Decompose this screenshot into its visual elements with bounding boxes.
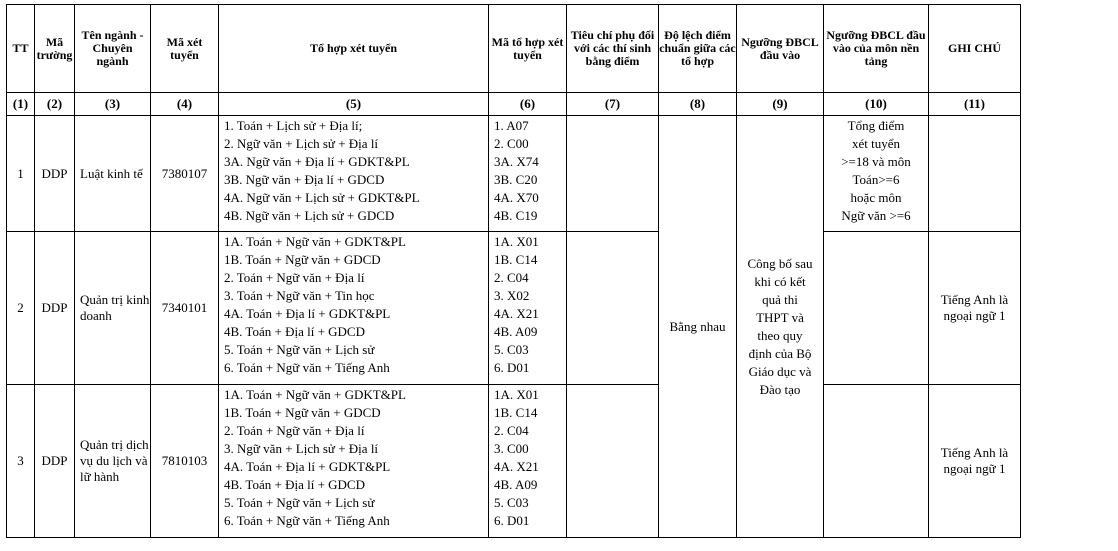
- row-ma-to-hop: [489, 232, 567, 385]
- ma-to-hop-item: 4A. X21: [494, 459, 539, 474]
- row-ma-truong: DDP: [35, 116, 75, 232]
- col-number: (3): [75, 93, 151, 116]
- header-ma-to-hop: Mã tổ hợp xét tuyển: [489, 5, 567, 93]
- to-hop-item: 3. Ngữ văn + Lịch sử + Địa lí: [224, 441, 379, 456]
- row-ma-xet: 7810103: [151, 385, 219, 538]
- ma-to-hop-item: 3B. C20: [494, 172, 538, 187]
- to-hop-item: 4B. Toán + Địa lí + GDCD: [224, 324, 365, 339]
- ma-to-hop-item: 4B. A09: [494, 324, 538, 339]
- row-tt: 2: [7, 232, 35, 385]
- to-hop-item: 2. Toán + Ngữ văn + Địa lí: [224, 270, 365, 285]
- header-ma-truong: Mã trường: [35, 5, 75, 93]
- header-tt: TT: [7, 5, 35, 93]
- ma-to-hop-item: 1B. C14: [494, 405, 538, 420]
- row-tieu-chi: [567, 232, 659, 385]
- to-hop-item: 3. Toán + Ngữ văn + Tin học: [224, 288, 375, 303]
- nguong-mon-cell: [824, 232, 929, 385]
- ma-to-hop-item: 3A. X74: [494, 154, 539, 169]
- col-number: (6): [489, 93, 567, 116]
- header-ten-nganh: Tên ngành - Chuyên ngành: [75, 5, 151, 93]
- header-ghi-chu: GHI CHÚ: [929, 5, 1021, 93]
- nguong-mon-line: Ngữ văn >=6: [841, 208, 911, 223]
- table-row: [7, 385, 1021, 538]
- to-hop-item: 1A. Toán + Ngữ văn + GDKT&PL: [224, 387, 406, 402]
- nguong-mon-line: Tổng điểm: [847, 118, 905, 133]
- ma-to-hop-item: 5. C03: [494, 342, 529, 357]
- to-hop-item: 4A. Toán + Địa lí + GDKT&PL: [224, 306, 391, 321]
- row-ghi-chu: [929, 116, 1021, 232]
- ma-to-hop-item: 4A. X21: [494, 306, 539, 321]
- ma-to-hop-item: 1A. X01: [494, 234, 539, 249]
- nguong-mon-cell: [824, 116, 929, 232]
- header-to-hop: Tổ hợp xét tuyển: [219, 5, 489, 93]
- ma-to-hop-item: 2. C00: [494, 136, 529, 151]
- to-hop-item: 6. Toán + Ngữ văn + Tiếng Anh: [224, 513, 390, 528]
- header-ma-xet-tuyen: Mã xét tuyển: [151, 5, 219, 93]
- col-number: (7): [567, 93, 659, 116]
- row-ma-truong: DDP: [35, 232, 75, 385]
- header-do-lech: Độ lệch điểm chuẩn giữa các tổ hợp: [659, 5, 737, 93]
- nguong-mon-line: xét tuyển: [851, 136, 900, 151]
- col-number: (9): [737, 93, 824, 116]
- ma-to-hop-item: 1A. X01: [494, 387, 539, 402]
- col-number: (10): [824, 93, 929, 116]
- do-lech-cell: Bằng nhau: [659, 116, 737, 538]
- to-hop-item: 3B. Ngữ văn + Địa lí + GDCD: [224, 172, 385, 187]
- col-number: (11): [929, 93, 1021, 116]
- nguong-mon-line: >=18 và môn: [841, 154, 911, 169]
- to-hop-item: 2. Toán + Ngữ văn + Địa lí: [224, 423, 365, 438]
- header-tieu-chi: Tiêu chí phụ đối với các thí sinh bằng điểm: [567, 5, 659, 93]
- header-nguong: Ngưỡng ĐBCL đầu vào: [737, 5, 824, 93]
- to-hop-item: 4B. Toán + Địa lí + GDCD: [224, 477, 365, 492]
- ma-to-hop-item: 1B. C14: [494, 252, 538, 267]
- col-number: (4): [151, 93, 219, 116]
- to-hop-item: 1B. Toán + Ngữ văn + GDCD: [224, 252, 381, 267]
- to-hop-item: 1B. Toán + Ngữ văn + GDCD: [224, 405, 381, 420]
- row-tt: 3: [7, 385, 35, 538]
- row-to-hop: [219, 116, 489, 232]
- ma-to-hop-item: 3. X02: [494, 288, 530, 303]
- table-row: [7, 116, 1021, 232]
- col-number: (5): [219, 93, 489, 116]
- to-hop-item: 6. Toán + Ngữ văn + Tiếng Anh: [224, 360, 390, 375]
- row-ten-nganh: Quản trị dịch vụ du lịch và lữ hành: [75, 385, 151, 538]
- to-hop-item: 3A. Ngữ văn + Địa lí + GDKT&PL: [224, 154, 410, 169]
- row-ma-to-hop: [489, 385, 567, 538]
- nguong-mon-line: Toán>=6: [852, 172, 900, 187]
- ma-to-hop-item: 5. C03: [494, 495, 529, 510]
- row-to-hop: [219, 232, 489, 385]
- table-row: [7, 232, 1021, 385]
- header-nguong-mon: Ngưỡng ĐBCL đầu vào của môn nền tảng: [824, 5, 929, 93]
- row-ma-to-hop: [489, 116, 567, 232]
- ma-to-hop-item: 3. C00: [494, 441, 529, 456]
- to-hop-item: 4A. Toán + Địa lí + GDKT&PL: [224, 459, 391, 474]
- row-tt: 1: [7, 116, 35, 232]
- col-number: (8): [659, 93, 737, 116]
- col-number: (1): [7, 93, 35, 116]
- to-hop-item: 4A. Ngữ văn + Lịch sử + GDKT&PL: [224, 190, 420, 205]
- header-row: [7, 5, 1021, 93]
- row-ghi-chu: Tiếng Anh là ngoại ngữ 1: [929, 232, 1021, 385]
- ma-to-hop-item: 4B. A09: [494, 477, 538, 492]
- to-hop-item: 5. Toán + Ngữ văn + Lịch sử: [224, 495, 375, 510]
- row-ghi-chu: Tiếng Anh là ngoại ngữ 1: [929, 385, 1021, 538]
- ma-to-hop-item: 1. A07: [494, 118, 529, 133]
- ma-to-hop-item: 2. C04: [494, 423, 529, 438]
- nguong-cell: Công bố sau khi có kết quả thi THPT và theo quy định của Bộ Giáo dục và Đào tạo: [737, 116, 824, 538]
- row-ma-xet: 7340101: [151, 232, 219, 385]
- column-number-row: [7, 93, 1021, 116]
- col-number: (2): [35, 93, 75, 116]
- ma-to-hop-item: 2. C04: [494, 270, 529, 285]
- to-hop-item: 5. Toán + Ngữ văn + Lịch sử: [224, 342, 375, 357]
- row-ma-truong: DDP: [35, 385, 75, 538]
- row-to-hop: [219, 385, 489, 538]
- row-ten-nganh: Quản trị kinh doanh: [75, 232, 151, 385]
- to-hop-item: 1. Toán + Lịch sử + Địa lí;: [224, 118, 363, 133]
- row-tieu-chi: [567, 116, 659, 232]
- row-ten-nganh: Luật kinh tế: [75, 116, 151, 232]
- admission-table: [6, 4, 1021, 538]
- to-hop-item: 4B. Ngữ văn + Lịch sử + GDCD: [224, 208, 395, 223]
- ma-to-hop-item: 6. D01: [494, 513, 530, 528]
- row-ma-xet: 7380107: [151, 116, 219, 232]
- to-hop-item: 1A. Toán + Ngữ văn + GDKT&PL: [224, 234, 406, 249]
- nguong-mon-cell: [824, 385, 929, 538]
- row-tieu-chi: [567, 385, 659, 538]
- ma-to-hop-item: 6. D01: [494, 360, 530, 375]
- nguong-mon-line: hoặc môn: [850, 190, 902, 205]
- ma-to-hop-item: 4A. X70: [494, 190, 539, 205]
- to-hop-item: 2. Ngữ văn + Lịch sử + Địa lí: [224, 136, 379, 151]
- ma-to-hop-item: 4B. C19: [494, 208, 538, 223]
